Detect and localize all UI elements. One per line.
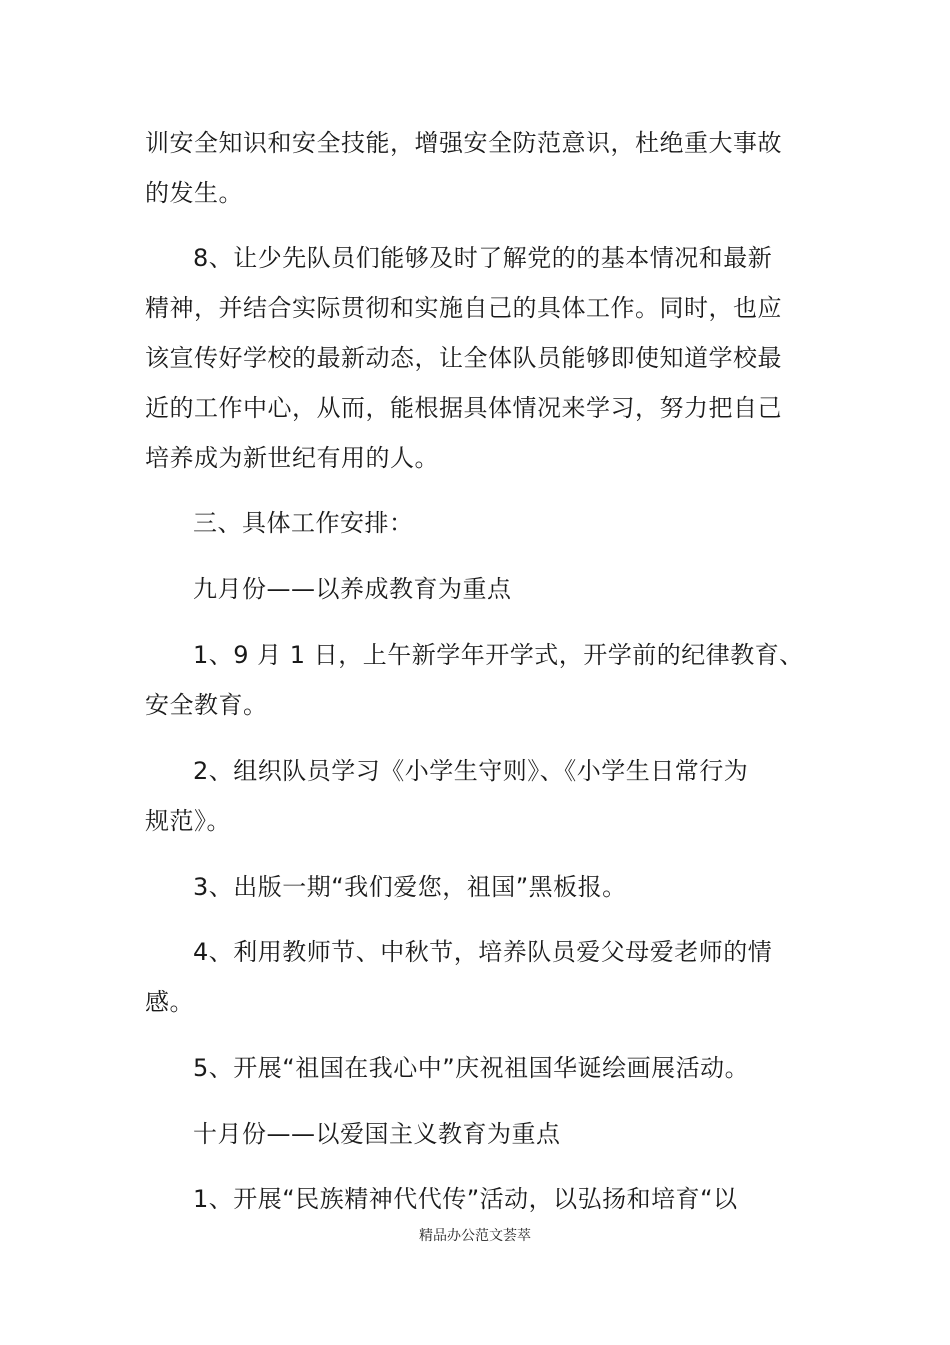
text-line: 8、让少先队员们能够及时了解党的的基本情况和最新 <box>193 244 773 272</box>
text-line: 1、9 月 1 日，上午新学年开学式，开学前的纪律教育、 <box>193 641 804 669</box>
text-line: 精神，并结合实际贯彻和实施自己的具体工作。同时，也应 <box>145 294 782 322</box>
section-heading: 三、具体工作安排： <box>193 509 414 537</box>
month-heading: 十月份——以爱国主义教育为重点 <box>193 1120 561 1148</box>
text-line: 2、组织队员学习《小学生守则》、《小学生日常行为 <box>193 757 749 785</box>
text-line: 4、利用教师节、中秋节，培养队员爱父母爱老师的情 <box>193 938 773 966</box>
text-line: 规范》。 <box>145 807 231 835</box>
text-line: 训安全知识和安全技能，增强安全防范意识，杜绝重大事故 <box>145 129 782 157</box>
page-footer: 精品办公范文荟萃 <box>419 1228 531 1244</box>
text-line: 的发生。 <box>145 179 243 207</box>
text-line: 安全教育。 <box>145 691 268 719</box>
text-line: 5、开展“祖国在我心中”庆祝祖国华诞绘画展活动。 <box>193 1054 750 1082</box>
month-heading: 九月份——以养成教育为重点 <box>193 575 512 603</box>
text-line: 感。 <box>145 988 194 1016</box>
text-line: 1、开展“民族精神代代传”活动，以弘扬和培育“以 <box>193 1185 738 1213</box>
text-line: 培养成为新世纪有用的人。 <box>145 444 439 472</box>
text-line: 近的工作中心，从而，能根据具体情况来学习，努力把自己 <box>145 394 782 422</box>
text-line: 3、出版一期“我们爱您，祖国”黑板报。 <box>193 873 627 901</box>
text-line: 该宣传好学校的最新动态，让全体队员能够即使知道学校最 <box>145 344 782 372</box>
